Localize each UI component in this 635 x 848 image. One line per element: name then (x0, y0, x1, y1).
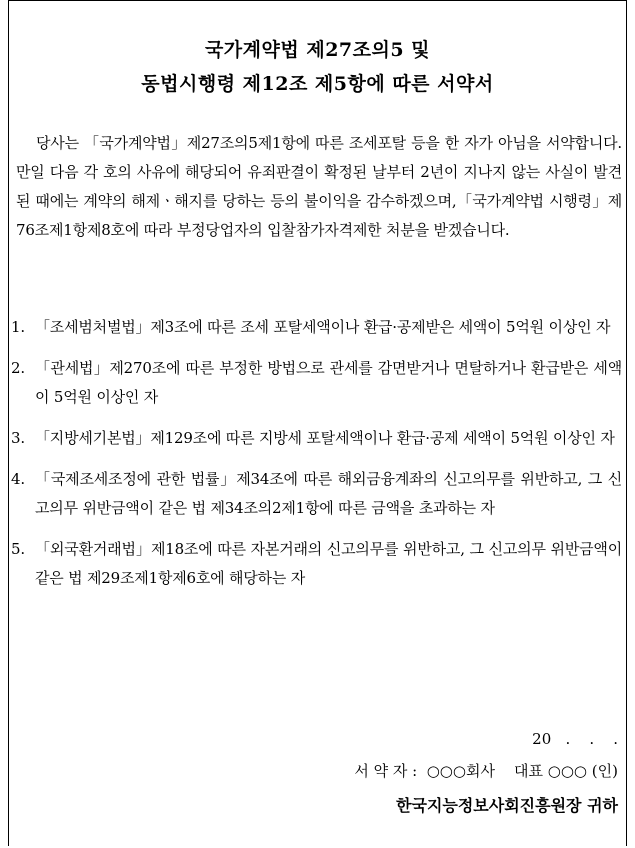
item-text: 「외국환거래법」제18조에 따른 자본거래의 신고의무를 위반하고, 그 신고의무 위반금액이 같은 법 제29조제1항제6호에 해당하는 자 (35, 540, 622, 587)
addressee: 한국지능정보사회진흥원장 귀하 (396, 796, 618, 815)
list-item-5 (11, 535, 622, 593)
item-number: 5. (11, 540, 25, 558)
item-text: 「국제조세조정에 관한 법률」제34조에 따른 해외금융계좌의 신고의무를 위반하고, 그 신고의무 위반금액이 같은 법 제34조의2제1항에 따른 금액을 초과하는 자 (35, 470, 622, 517)
item-list (11, 313, 622, 605)
document-title (9, 33, 626, 101)
item-text: 「지방세기본법」제129조에 따른 지방세 포탈세액이나 환급·공제 세액이 5억원 이상인 자 (35, 429, 615, 447)
title-line-2: 동법시행령 제12조 제5항에 따른 서약서 (141, 73, 494, 95)
list-item-1 (11, 313, 622, 342)
list-item-2 (11, 354, 622, 412)
signing-date: 20 . . . (532, 730, 618, 748)
item-number: 4. (11, 470, 25, 488)
item-number: 2. (11, 359, 25, 377)
pledger-line: 서 약 자 : ○○○회사 대표 ○○○ (인) (354, 762, 618, 780)
item-text: 「관세법」제270조에 따른 부정한 방법으로 관세를 감면받거나 면탈하거나 환급받은 세액이 5억원 이상인 자 (35, 359, 622, 406)
title-line-1: 국가계약법 제27조의5 및 (204, 39, 431, 61)
item-text: 「조세범처벌법」제3조에 따른 조세 포탈세액이나 환급·공제받은 세액이 5억원 이상인 자 (35, 318, 611, 336)
list-item-3 (11, 424, 622, 453)
intro-paragraph: 당사는 「국가계약법」제27조의5제1항에 따른 조세포탈 등을 한 자가 아님을 서약합니다. 만일 다음 각 호의 사유에 해당되어 유죄판결이 확정된 날부터 2년이 지나지 않는 사실이 발견된 때에는 계약의 해제ㆍ해지를 당하는 등의 불이익을 감수하겠으며,「국가계약법 시행령」제76조제1항제8호에 따라 부정당업자의 입찰참가자격제한 처분을 받겠습니다. (16, 134, 622, 239)
pledge-document (8, 0, 627, 846)
item-number: 3. (11, 429, 25, 447)
list-item-4 (11, 465, 622, 523)
item-number: 1. (11, 318, 25, 336)
